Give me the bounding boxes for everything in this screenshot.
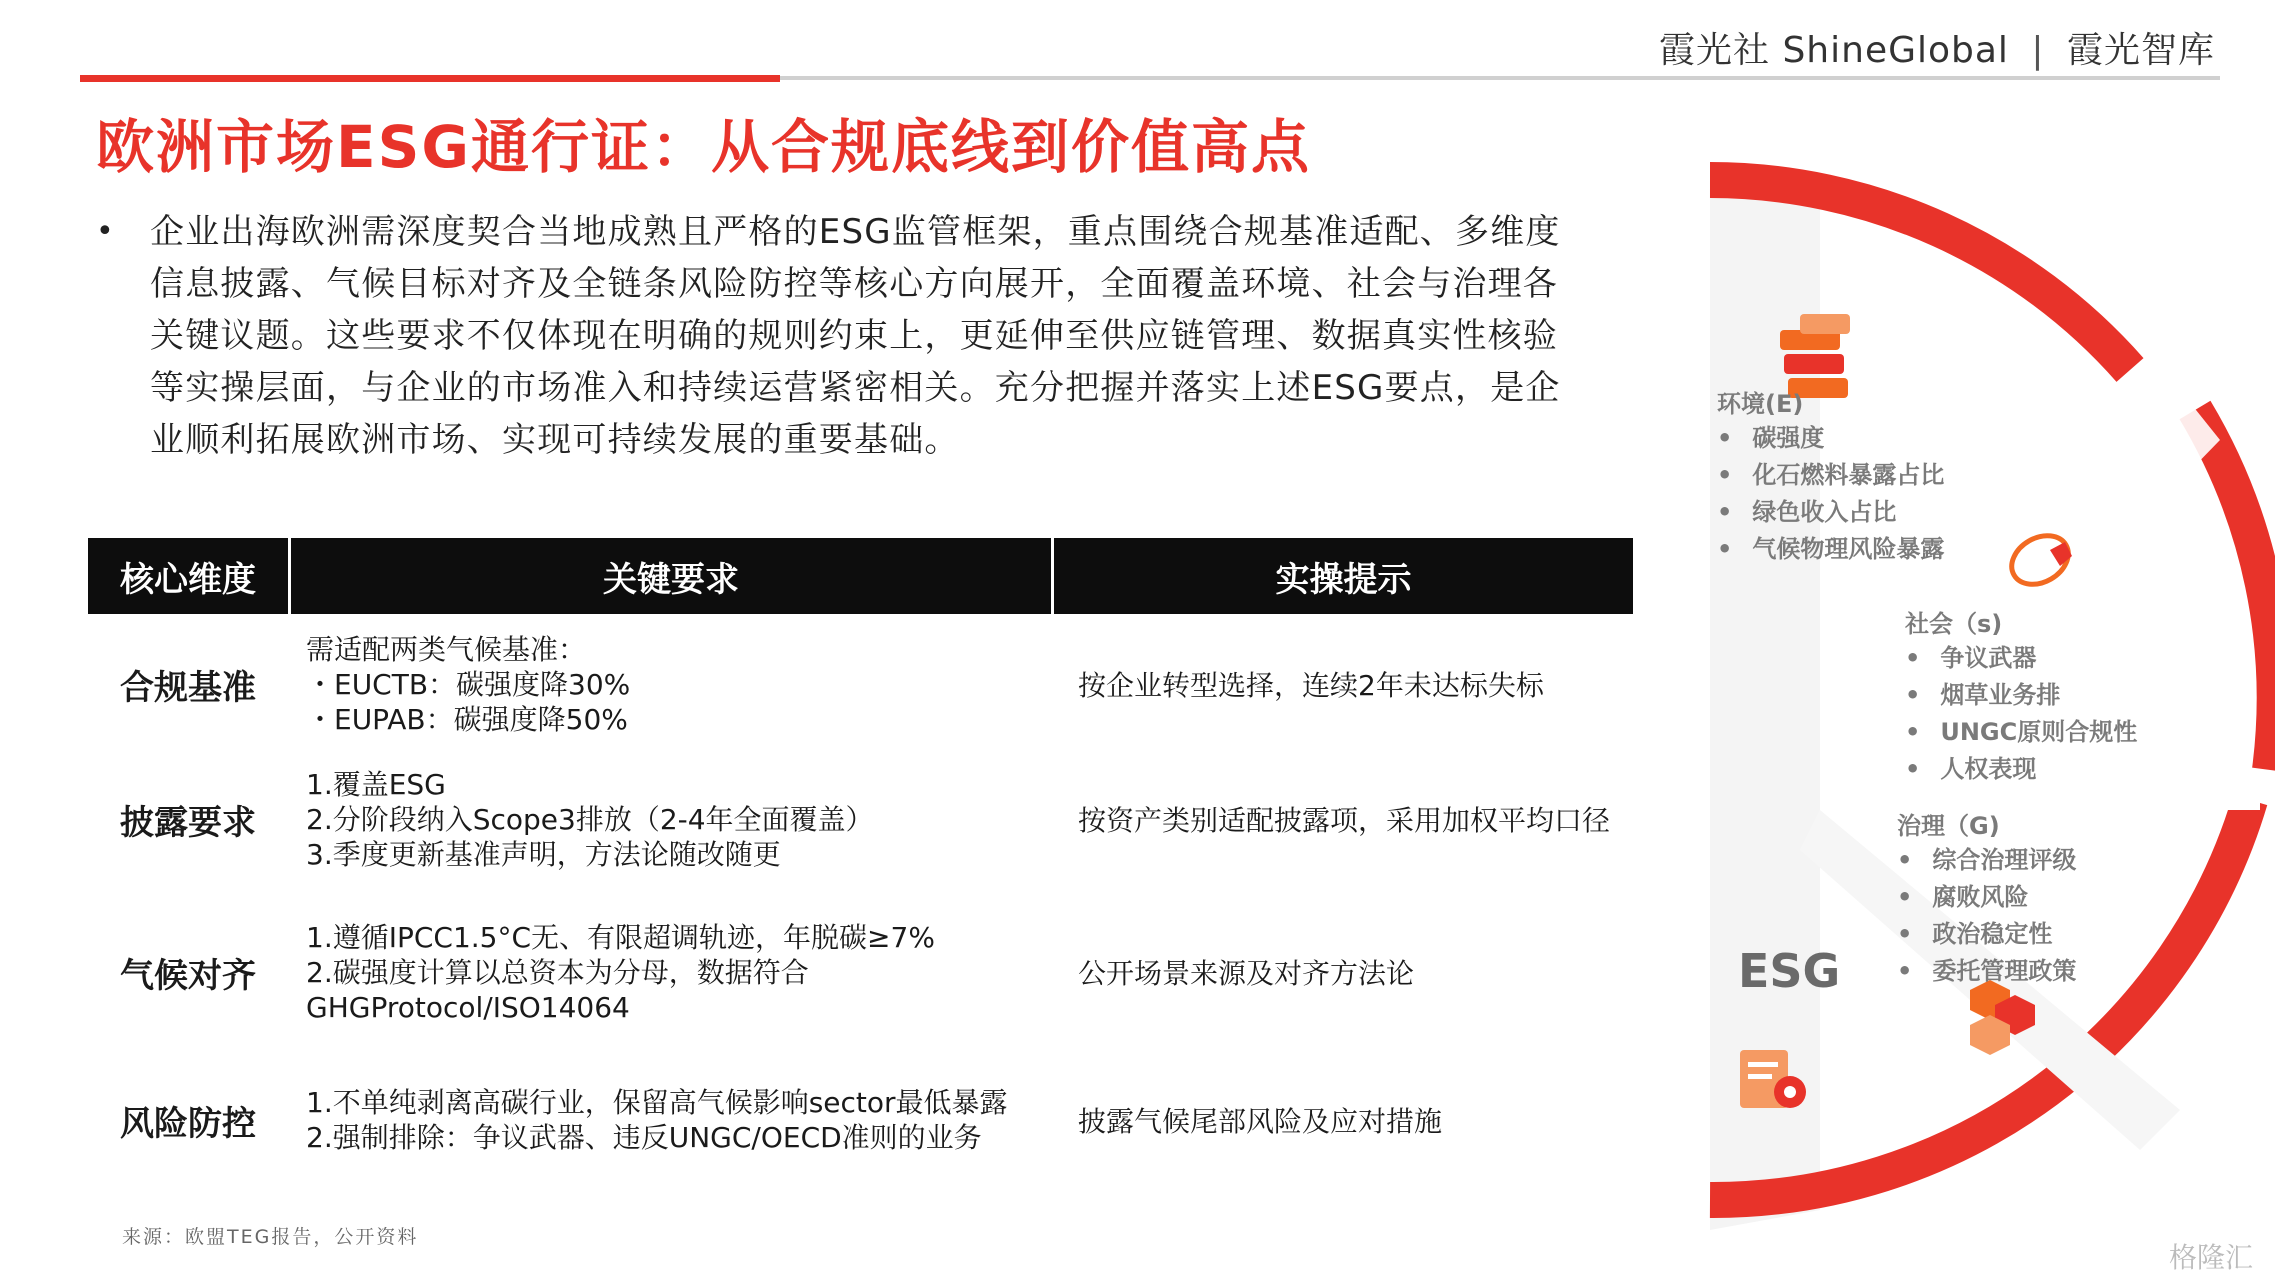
brand-secondary: ShineGlobal bbox=[1782, 30, 2009, 71]
item-label: 碳强度 bbox=[1752, 424, 1825, 452]
item-label: 化石燃料暴露占比 bbox=[1752, 461, 1945, 489]
header-requirements: 关键要求 bbox=[291, 538, 1054, 614]
requirement-line: GHGProtocol/ISO14064 bbox=[306, 990, 630, 1024]
intro-text: 企业出海欧洲需深度契合当地成熟且严格的ESG监管框架，重点围绕合规基准适配、多维度信息披露、气候目标对齐及全链条风险防控等核心方向展开，全面覆盖环境、社会与治理各关键议题。这些要求不仅体现在明确的规则约束上，更延伸至供应链管理、数据真实性核验等实操层面，与企业的市场准入和持续运营紧密相关。充分把握并落实上述ESG要点，是企业顺利拓展欧洲市场、实现可持续发展的重要基础。 bbox=[150, 212, 1561, 460]
item-label: 烟草业务排 bbox=[1940, 681, 2061, 709]
ring-segment-social bbox=[2195, 410, 2275, 770]
item-label: 综合治理评级 bbox=[1932, 846, 2077, 874]
requirement-line: ・EUPAB：碳强度降50% bbox=[306, 702, 628, 736]
requirement-line: 2.碳强度计算以总资本为分母，数据符合 bbox=[306, 955, 809, 989]
row-dimension: 气候对齐 bbox=[120, 955, 256, 996]
bullet: • bbox=[1905, 681, 1921, 709]
row-requirements bbox=[88, 920, 1048, 1025]
requirement-line: 2.强制排除：争议武器、违反UNGC/OECD准则的业务 bbox=[306, 1121, 982, 1154]
header-tips: 实操提示 bbox=[1275, 559, 1412, 600]
table-row bbox=[88, 1080, 1633, 1160]
brand-tertiary: 霞光智库 bbox=[2066, 30, 2215, 71]
bullet: • bbox=[1897, 957, 1913, 985]
bullet: • bbox=[1717, 535, 1733, 563]
list-item bbox=[1717, 492, 1944, 529]
requirement-line: 1.覆盖ESG bbox=[306, 767, 446, 801]
item-label: 政治稳定性 bbox=[1932, 920, 2053, 948]
bullet: • bbox=[1897, 920, 1913, 948]
list-item bbox=[1717, 418, 1944, 455]
list-item bbox=[1897, 951, 2076, 988]
row-requirements bbox=[88, 632, 1048, 737]
source-note: 来源：欧盟TEG报告，公开资料 bbox=[122, 1226, 419, 1248]
social-list bbox=[1905, 638, 2137, 786]
row-requirements bbox=[88, 1085, 1048, 1155]
brand-logo bbox=[1659, 22, 2215, 73]
brand-primary: 霞光社 bbox=[1658, 30, 1770, 71]
list-item bbox=[1905, 675, 2137, 712]
row-tip: 按资产类别适配披露项，采用加权平均口径 bbox=[1078, 804, 1611, 837]
bullet: • bbox=[1717, 461, 1733, 489]
environment-label: 环境(E) bbox=[1717, 390, 1804, 418]
page-title: 欧洲市场ESG通行证：从合规底线到价值高点 bbox=[96, 113, 1312, 181]
list-item bbox=[1897, 914, 2076, 951]
row-requirements bbox=[88, 767, 1048, 872]
environment-list bbox=[1717, 418, 1944, 566]
row-tip: 公开场景来源及对齐方法论 bbox=[1078, 957, 1415, 990]
table-row bbox=[88, 764, 1633, 874]
item-label: 绿色收入占比 bbox=[1752, 498, 1897, 526]
governance-label: 治理（G) bbox=[1897, 812, 2000, 840]
list-item bbox=[1905, 712, 2137, 749]
row-dimension: 风险防控 bbox=[120, 1103, 256, 1144]
wedge-separator bbox=[1820, 790, 2260, 810]
governance-list bbox=[1897, 840, 2076, 988]
row-dimension: 合规基准 bbox=[120, 667, 256, 708]
requirement-line: 3.季度更新基准声明，方法论随改随更 bbox=[306, 837, 781, 871]
item-label: UNGC原则合规性 bbox=[1940, 718, 2138, 746]
item-label: 委托管理政策 bbox=[1932, 957, 2077, 985]
table-header bbox=[88, 538, 1633, 614]
item-label: 人权表现 bbox=[1940, 755, 2037, 783]
row-tip: 披露气候尾部风险及应对措施 bbox=[1078, 1105, 1443, 1138]
table-row bbox=[88, 917, 1633, 1027]
list-item bbox=[1897, 840, 2076, 877]
bullet: • bbox=[1717, 424, 1733, 452]
header-dimension: 核心维度 bbox=[88, 538, 291, 614]
bullet: • bbox=[1897, 883, 1913, 911]
intro-bullet: • bbox=[96, 214, 114, 249]
list-item bbox=[1717, 529, 1944, 566]
row-dimension: 披露要求 bbox=[120, 802, 256, 843]
requirements-table bbox=[88, 538, 1633, 1254]
list-item bbox=[1717, 455, 1944, 492]
watermark: 格隆汇 bbox=[2168, 1241, 2253, 1274]
header-accent-bar bbox=[80, 75, 780, 82]
item-label: 争议武器 bbox=[1940, 644, 2037, 672]
requirement-line: 需适配两类气候基准： bbox=[306, 632, 587, 666]
list-item bbox=[1897, 877, 2076, 914]
list-item bbox=[1905, 638, 2137, 675]
brand-separator: | bbox=[2031, 30, 2045, 71]
intro-paragraph bbox=[96, 206, 1566, 466]
requirement-line: 2.分阶段纳入Scope3排放（2-4年全面覆盖） bbox=[306, 802, 874, 836]
table-row bbox=[88, 629, 1633, 739]
bullet: • bbox=[1717, 498, 1733, 526]
item-label: 腐败风险 bbox=[1932, 883, 2029, 911]
list-item bbox=[1905, 749, 2137, 786]
bullet: • bbox=[1897, 846, 1913, 874]
item-label: 气候物理风险暴露 bbox=[1752, 535, 1945, 563]
bullet: • bbox=[1905, 644, 1921, 672]
requirement-line: ・EUCTB：碳强度降30% bbox=[306, 667, 631, 701]
bullet: • bbox=[1905, 755, 1921, 783]
requirement-line: 1.不单纯剥离高碳行业，保留高气候影响sector最低暴露 bbox=[306, 1086, 1008, 1119]
bullet: • bbox=[1905, 718, 1921, 746]
requirement-line: 1.遵循IPCC1.5°C无、有限超调轨迹，年脱碳≥7% bbox=[306, 920, 935, 954]
social-label: 社会（s) bbox=[1905, 610, 2003, 638]
row-tip: 按企业转型选择，连续2年未达标失标 bbox=[1078, 669, 1544, 702]
esg-center-label: ESG bbox=[1738, 944, 1841, 998]
